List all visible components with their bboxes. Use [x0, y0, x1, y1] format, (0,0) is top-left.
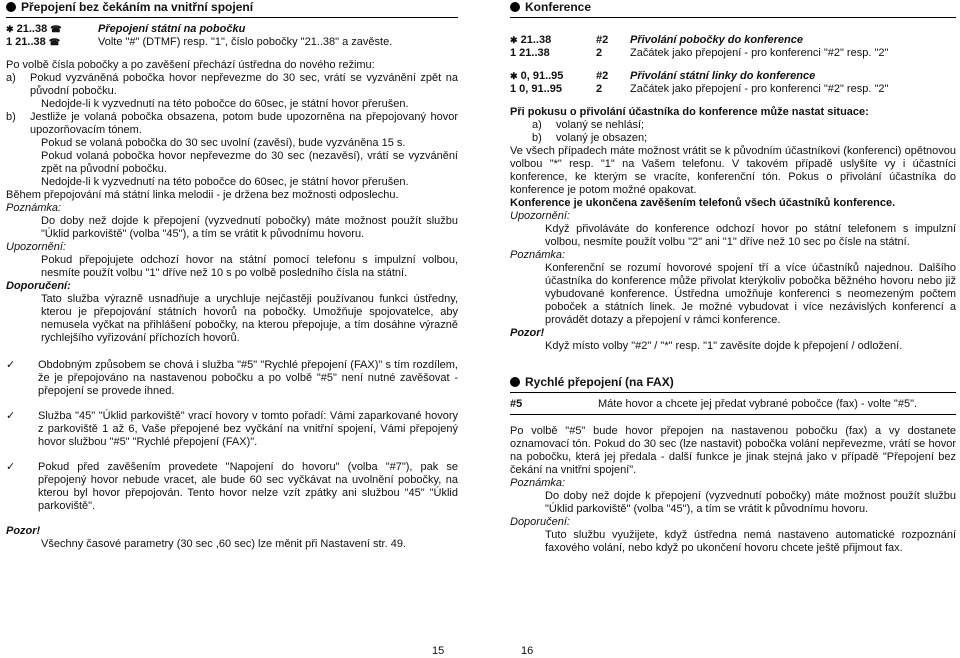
- left-section-title: Přepojení bez čekáním na vnitřní spojení: [21, 0, 254, 14]
- case-b-note2: Pokud volaná pobočka hovor nepřevezme do 30 sec (nezavěsí), vrátí se vyzvánění zpět na původní pobočku.: [41, 150, 458, 175]
- left-section-header: [6, 0, 458, 14]
- conf-row-2: ✱ 0, 91..95 1 0, 91..95 #2 2 Přivolání státní linky do konference Začátek jako přepojení - pro konferenci "#2" resp. "2": [510, 70, 889, 95]
- pozor-label: Pozor!: [6, 525, 41, 537]
- fax-row: [510, 398, 956, 411]
- pozor-text: Všechny časové parametry (30 sec ,60 sec) lze měnit při Nastavení str. 49.: [41, 538, 406, 550]
- melody-note: Během přepojování má státní linka melodii - je držena bez možnosti odposlechu.: [6, 189, 399, 201]
- transfer-codes: ✱ 21..38 ☎ 1 21..38 ☎: [6, 23, 62, 48]
- poznamka-label: Poznámka:: [6, 202, 62, 214]
- fax-section-header: [510, 375, 956, 389]
- asterisk-icon: ✱: [510, 71, 518, 81]
- upozorneni-text: Pokud přepojujete odchozí hovor na státní pomocí telefonu s impulzní volbou, nesmíte použít volbu "1" dříve než 10 s po volbě posledního čísla na státní.: [41, 254, 458, 279]
- bullet-icon: [510, 2, 520, 12]
- case-a: Pokud vyzváněná pobočka hovor nepřevezme do 30 sec, vrátí se vyzvánění zpět na původní pobočku.: [30, 72, 458, 97]
- doporuceni-label: Doporučení:: [510, 516, 570, 528]
- pozor-label: Pozor!: [510, 327, 545, 339]
- phone-icon: ☎: [50, 24, 62, 34]
- doporuceni-text: Tuto službu využijete, když ústředna nemá nastaveno automatické rozpoznání faxového volání, nebo když po ukončení hovoru chcete ještě přijmout fax.: [545, 529, 956, 554]
- check-note-2: ✓ Služba "45" "Úklid parkoviště" vrací hovory v tomto pořadí: Vámi zaparkované hovory z parkoviště 1 až 6, Vaše přepojené bez vyčkání na vnitřní spojení, Vámi přepojený hovor službou "#5" "Rychlé přepojení (FAX)".: [6, 410, 458, 448]
- doporuceni-label: Doporučení:: [6, 280, 71, 292]
- check-icon: ✓: [6, 359, 16, 371]
- doporuceni-text: Tato služba výrazně usnadňuje a urychluje nejčastěji používanou funkci ústředny, kterou je přepojování státních hovorů na pobočky. Umožňuje spojovatelce, aby nemusela vyčkat na přihlášení pobočky, na kterou přepojuje, a tím dosáhne výrazně rychlejšího vyřizování příchozích hovorů.: [41, 293, 458, 344]
- conf-row-1: ✱ 21..38 1 21..38 #2 2 Přivolání pobočky do konference Začátek jako přepojení - pro konferenci "#2" resp. "2": [510, 34, 889, 59]
- case-b-note1: Pokud se volaná pobočka do 30 sec uvolní (zavěsí), bude vyzváněna 15 s.: [41, 137, 406, 149]
- bullet-icon: [6, 2, 16, 12]
- divider: [510, 392, 956, 393]
- poznamka-text: Do doby než dojde k přepojení (vyzvednutí pobočky) máte možnost použít službu "Úklid parkoviště" (volba "45"), a tím se vrátit k původnímu hovoru.: [545, 490, 956, 515]
- attempt-text: Při pokusu o přivolání účastníka do konference může nastat situace:: [510, 106, 869, 118]
- asterisk-icon: ✱: [6, 24, 14, 34]
- divider: [510, 414, 956, 415]
- fax-section-title: Rychlé přepojení (na FAX): [525, 375, 674, 389]
- bullet-icon: [510, 377, 520, 387]
- check-note-1: ✓ Obdobným způsobem se chová i služba "#5" "Rychlé přepojení (FAX)" s tím rozdílem, že je přepojováno na nastavenou pobočku a po volbě "#5" není nutné zavěšovat - přepojení se provede ihned.: [6, 359, 458, 397]
- fax-text: Po volbě "#5" bude hovor přepojen na nastavenou pobočku (fax) a vy dostanete oznamovací tón. Pokud do 30 sec (lze nastavit) pobočka volání nepřevezme, vrátí se hovor na pobočku, která jej předala - další funkce je jinak stejná jako v případě "Přepojení bez čekání na vnitřní spojení".: [510, 425, 956, 476]
- check-icon: ✓: [6, 410, 16, 422]
- fax-desc: Máte hovor a chcete jej předat vybrané pobočce (fax) - volte "#5".: [598, 398, 918, 410]
- case-b-note3: Nedojde-li k vyzvednutí na této pobočce do 60sec, je státní hovor přerušen.: [41, 176, 409, 188]
- upozorneni-label: Upozornění:: [6, 241, 66, 253]
- fax-key: #5: [510, 398, 523, 410]
- transfer-code-row: [6, 23, 458, 49]
- divider: [6, 17, 458, 18]
- check-note-3: ✓ Pokud před zavěšením provedete "Napojení do hovoru" (volba "#7"), pak se přepojený hovor nebude vracet, ale bude 60 sec vyčkávat na uvolnění pobočky, na kterou byl hovor přepojován. Tento hovor nelze vzít zpátky ani službou "45" "Úklid parkoviště".: [6, 461, 458, 512]
- intro-text: Po volbě čísla pobočky a po zavěšení přechází ústředna do nového režimu:: [6, 59, 375, 71]
- poznamka-label: Poznámka:: [510, 249, 566, 261]
- transfer-desc: Volte "#" (DTMF) resp. "1", číslo pobočky "21..38" a zavěste.: [98, 36, 393, 48]
- right-section-title: Konference: [525, 0, 592, 14]
- transfer-title: Přepojení státní na pobočku: [98, 23, 246, 35]
- divider: [510, 17, 956, 18]
- case-a-note: Nedojde-li k vyzvednutí na této pobočce do 60sec, je státní hovor přerušen.: [41, 98, 409, 110]
- page-number-right: 16: [521, 645, 534, 657]
- poznamka-label: Poznámka:: [510, 477, 566, 489]
- pozor-text: Když místo volby "#2" / "*" resp. "1" zavěsíte dojde k přepojení / odložení.: [545, 340, 903, 352]
- upozorneni-label: Upozornění:: [510, 210, 570, 222]
- right-page: Konference ✱ 21..38 1 21..38 #2 2 Přivolání pobočky do konference Začátek jako přepojení - pro konferenci "#2" resp. "2" ✱ 0, 91..95 1 0, 91..95 #2 2 Přivolání státní linky do konference Začátek jako přepojení - pro konferenci "#2" resp. "2" Při pokusu o přivolání účastníka do konference může nastat situace: a) volaný se nehlásí; b) volaný je obsazen; Ve všech případech máte možnost vrátit se k původním účastníkovi (konferenci) opětnovou volbou "*" resp. "1" na Vašem telefonu. V takovém případě uslyšíte vy i účastníci konference, ke kterým se vracíte, konferenční tón. Pokus o přivolání účastníka do konference je potom možné opakovat. Konference je ukončena zavěšením telefonů všech účastníků konference. Upozornění: Když přivoláváte do konference odchozí hovor po státní telefonem s impulzní volbou, nesmíte použít volbu "2" ani "1" dříve než 10 sec po čísle na státní. Poznámka: Konferenční se rozumí hovorové spojení tří a více účastníků najednou. Dalšího účastníka do konference může přivolat kterýkoliv pobočka běžného hovoru nebo již vybudované konference. Ústředna umožňuje konferenci s neomezeným počtem poboček a státních linek. Je možné vybudovat i více nezávislých konferencí a provádět dotazy a přepojení v rámci konference. Pozor! Když místo volby "#2" / "*" resp. "1" zavěsíte dojde k přepojení / odložení. Rychlé přepojení (na FAX) #5 Máte hovor a chcete jej předat vybrané pobočce (fax) - volte "#5". Po volbě "#5" bude hovor přepojen na nastavenou pobočku (fax) a vy dostanete oznamovací tón. Pokud do 30 sec (lze nastavit) pobočka volání nepřevezme, vrátí se hovor na pobočku, která jej předala - další funkce je jinak stejná jako v případě "Přepojení bez čekání na vnitřní spojení". Poznámka: Do doby než dojde k přepojení (vyzvednutí pobočky) máte možnost použít službu "Úklid parkoviště" (volba "45"), a tím se vrátit k původnímu hovoru. Doporučení: Tuto službu využijete, když ústředna nemá nastaveno automatické rozpoznání faxového volání, nebo když po ukončení hovoru chcete ještě přijmout fax.: [510, 0, 956, 554]
- right-section-header: [510, 0, 956, 14]
- poznamka-text: Konferenční se rozumí hovorové spojení tří a více účastníků najednou. Dalšího účastníka do konference může přivolat kterýkoliv pobočka běžného hovoru nebo již vybudované konference. Ústředna umožňuje konferenci s neomezeným počtem poboček a státních linek. Je možné vybudovat i více nezávislých konferencí a provádět dotazy a přepojení v rámci konference.: [545, 262, 956, 326]
- page-number-left: 15: [432, 645, 445, 657]
- phone-icon: ☎: [48, 37, 61, 47]
- check-icon: ✓: [6, 461, 16, 473]
- case-b: Jestliže je volaná pobočka obsazena, potom bude upozorněna na přepojovaný hovor upozorňovacím tónem.: [30, 111, 458, 136]
- conference-ended: Konference je ukončena zavěšením telefonů všech účastníků konference.: [510, 197, 896, 209]
- poznamka-text: Do doby než dojde k přepojení (vyzvednutí pobočky) máte možnost použít službu "Úklid parkoviště" (volba "45"), a tím se vrátit k původnímu hovoru.: [41, 215, 458, 240]
- upozorneni-text: Když přivoláváte do konference odchozí hovor po státní telefonem s impulzní volbou, nesmíte použít volbu "2" ani "1" dříve než 10 sec po čísle na státní.: [545, 223, 956, 248]
- left-page: Přepojení bez čekáním na vnitřní spojení ✱ 21..38 ☎ 1 21..38 ☎ Přepojení státní na pobočku Volte "#" (DTMF) resp. "1", číslo pobočky "21..38" a zavěste. Po volbě čísla pobočky a po zavěšení přechází ústředna do nového režimu: a) Pokud vyzváněná pobočka hovor nepřevezme do 30 sec, vrátí se vyzvánění zpět na původní pobočku. Nedojde-li k vyzvednutí na této pobočce do 60sec, je státní hovor přerušen. b) Jestliže je volaná pobočka obsazena, potom bude upozorněna na přepojovaný hovor upozorňovacím tónem. Pokud se volaná pobočka do 30 sec uvolní (zavěsí), bude vyzváněna 15 s. Pokud volaná pobočka hovor nepřevezme do 30 sec (nezavěsí), vrátí se vyzvánění zpět na původní pobočku. Nedojde-li k vyzvednutí na této pobočce do 60sec, je státní hovor přerušen. Během přepojování má státní linka melodii - je držena bez možnosti odposlechu. Poznámka: Do doby než dojde k přepojení (vyzvednutí pobočky) máte možnost použít službu "Úklid parkoviště" (volba "45"), a tím se vrátit k původnímu hovoru. Upozornění: Pokud přepojujete odchozí hovor na státní pomocí telefonu s impulzní volbou, nesmíte použít volbu "1" dříve než 10 s po volbě posledního čísla na státní. Doporučení: Tato služba výrazně usnadňuje a urychluje nejčastěji používanou funkci ústředny, kterou je přepojování státních hovorů na pobočky. Umožňuje spojovatelce, aby nemusela vyčkat na přihlášení pobočky, na kterou přepojuje, a tím dosáhne výrazně rychlejšího vyřizování příchozích hovorů. ✓ Obdobným způsobem se chová i služba "#5" "Rychlé přepojení (FAX)" s tím rozdílem, že je přepojováno na nastavenou pobočku a po volbě "#5" není nutné zavěšovat - přepojení se provede ihned. ✓ Služba "45" "Úklid parkoviště" vrací hovory v tomto pořadí: Vámi zaparkované hovory z parkoviště 1 až 6, Vaše přepojené bez vyčkání na vnitřní spojení, Vámi přepojený hovor službou "#5" "Rychlé přepojení (FAX)". ✓ Pokud před zavěšením provedete "Napojení do hovoru" (volba "#7"), pak se přepojený hovor nebude vracet, ale bude 60 sec vyčkávat na uvolnění pobočky, na kterou byl hovor přepojován. Tento hovor nelze vzít zpátky ani službou "45" "Úklid parkoviště". Pozor! Všechny časové parametry (30 sec ,60 sec) lze měnit při Nastavení str. 49.: [6, 0, 458, 550]
- every-case-text: Ve všech případech máte možnost vrátit se k původním účastníkovi (konferenci) opětnovou volbou "*" resp. "1" na Vašem telefonu. V takovém případě uslyšíte vy i účastníci konference, ke kterým se vracíte, konferenční tón. Pokus o přivolání účastníka do konference je potom možné opakovat.: [510, 145, 956, 196]
- asterisk-icon: ✱: [510, 35, 518, 45]
